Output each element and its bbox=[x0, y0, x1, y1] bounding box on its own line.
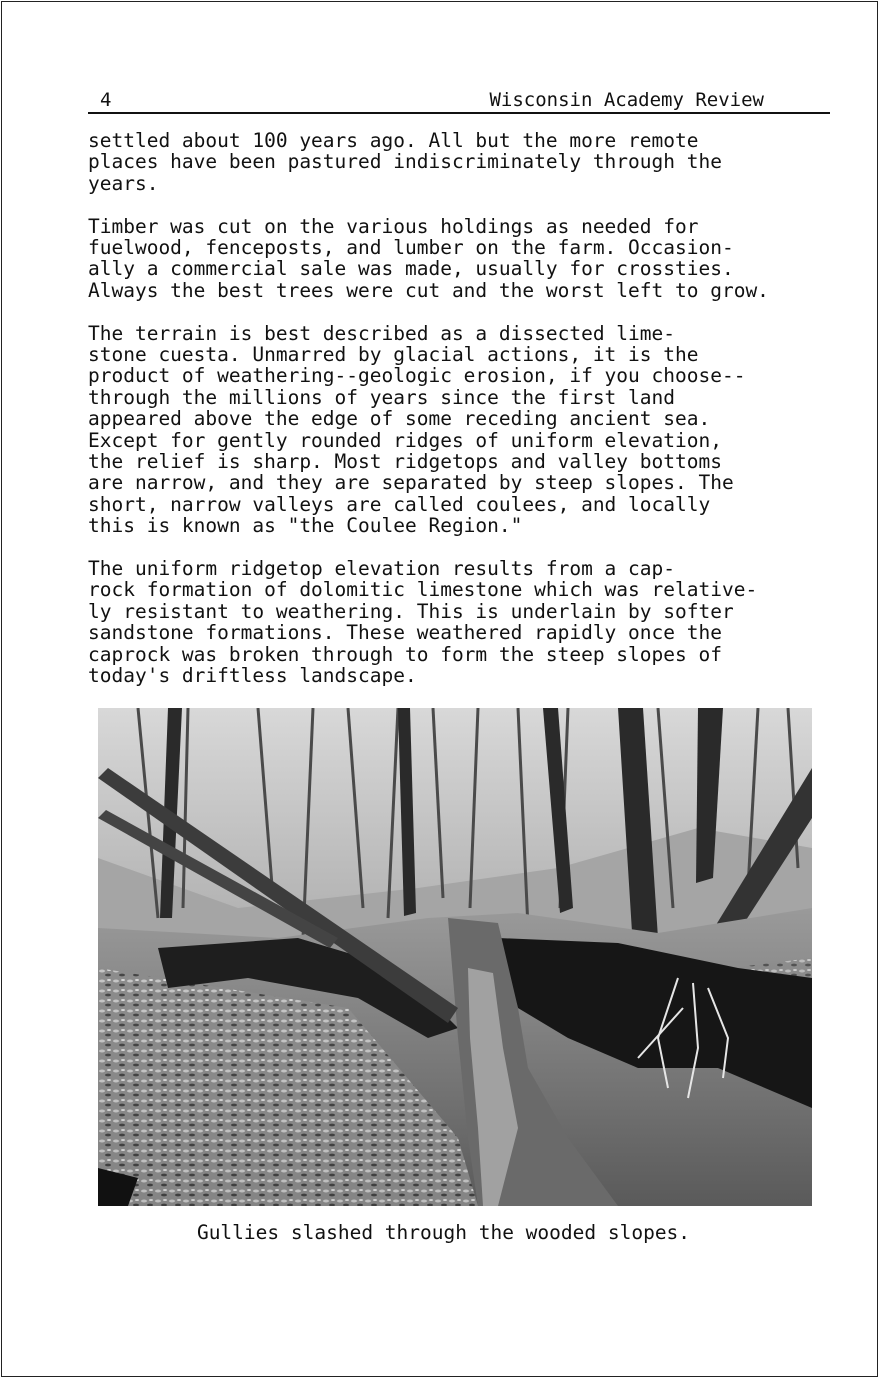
gully-photo-illustration bbox=[98, 708, 812, 1206]
paragraph-3: The terrain is best described as a dissected lime- stone cuesta. Unmarred by glacial actions, it is the product of weathering--geologic erosion, if you choose-- through the millions of years since the first land appeared above the edge of some receding ancient sea. Except for gently rounded ridges of uniform elevation, the relief is sharp. Most ridgetops and valley bottoms are narrow, and they are separated by steep slopes. The short, narrow valleys are called coulees, and locally this is known as "the Coulee Region." bbox=[88, 321, 746, 538]
paragraph-2: Timber was cut on the various holdings as needed for fuelwood, fenceposts, and lumber on the farm. Occasion- ally a commercial sale was made, usually for crossties. Always the best trees were cut and the worst left to grow. bbox=[88, 214, 769, 302]
journal-title: Wisconsin Academy Review bbox=[489, 89, 764, 111]
paragraph-1: settled about 100 years ago. All but the more remote places have been pastured indiscriminately through the years. bbox=[88, 129, 722, 195]
article-body bbox=[88, 130, 838, 708]
page-number: 4 bbox=[100, 89, 112, 111]
paragraph-4: The uniform ridgetop elevation results from a cap- rock formation of dolomitic limestone which was relative- ly resistant to weathering. This is underlain by softer sandstone formations. These weathered rapidly once the caprock was broken through to form the steep slopes of today's driftless landscape. bbox=[88, 557, 758, 688]
page-header bbox=[88, 88, 830, 114]
gully-photograph bbox=[98, 708, 812, 1206]
figure-caption: Gullies slashed through the wooded slopes. bbox=[196, 1221, 691, 1244]
